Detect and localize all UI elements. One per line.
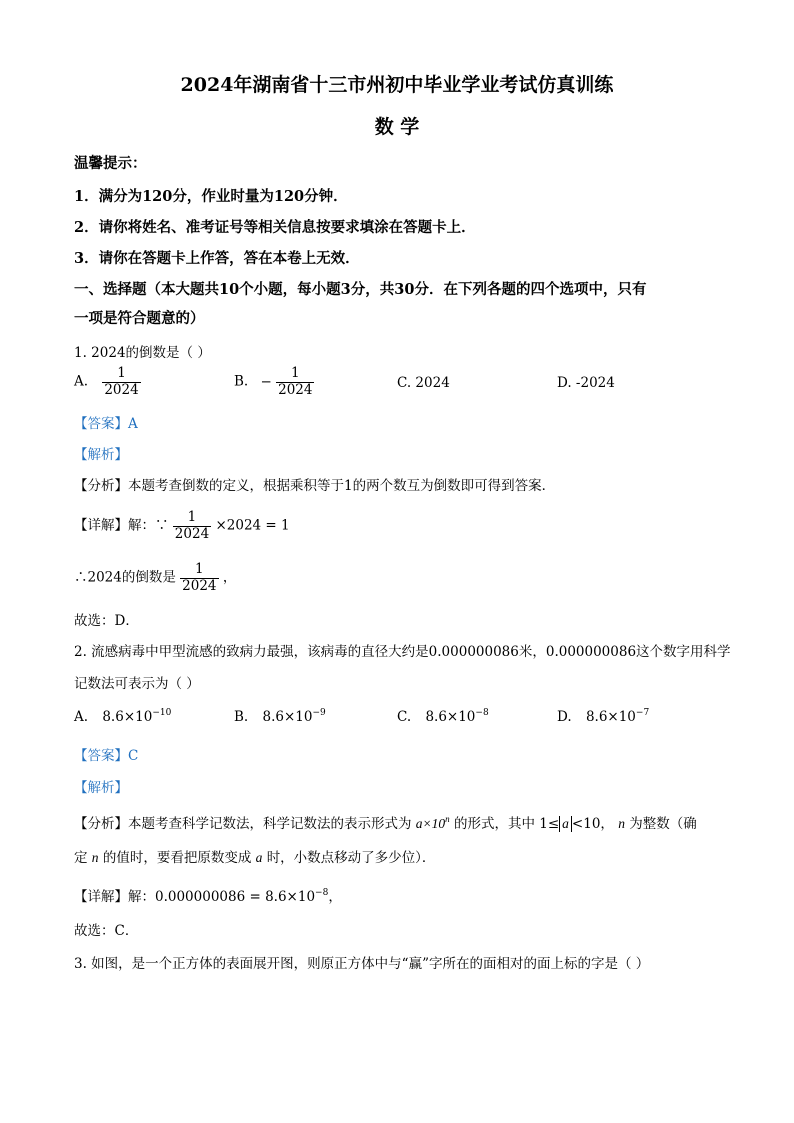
inequality-right: <10， — [571, 816, 614, 832]
variable-a: a — [255, 850, 263, 865]
q1-therefore — [74, 562, 236, 594]
q1-option-a — [74, 366, 141, 398]
denominator: 2024 — [174, 525, 210, 542]
variable-n: n — [91, 850, 99, 865]
fraction — [180, 562, 218, 594]
option-base: 8.6×10 — [262, 709, 313, 725]
detail-suffix: ×2024 = 1 — [215, 517, 290, 534]
subject-title: 数 学 — [374, 116, 420, 138]
tips-heading: 温馨提示： — [74, 155, 147, 172]
numerator: 1 — [117, 365, 126, 381]
q1-analysis: 【分析】本题考查倒数的定义，根据乘积等于1的两个数互为倒数即可得到答案． — [74, 478, 556, 494]
option-label: A. — [74, 373, 89, 390]
analysis-text: 【分析】本题考查科学记数法，科学记数法的表示形式为 — [74, 816, 412, 832]
therefore-suffix: ， — [222, 569, 237, 586]
q1-answer: 【答案】A — [74, 416, 138, 432]
option-label: C. — [397, 709, 412, 725]
analysis-text: 时，小数点移动了多少位）． — [266, 850, 436, 866]
fraction — [276, 366, 314, 398]
q2-option-d — [557, 708, 649, 725]
q1-option-b — [234, 366, 314, 398]
detail-exponent: −8 — [315, 888, 329, 898]
option-exponent: −8 — [475, 708, 489, 718]
option-label: A. — [74, 709, 89, 725]
minus-sign: − — [260, 373, 272, 390]
q2-option-c — [397, 708, 489, 725]
detail-suffix: ， — [328, 889, 342, 905]
inequality-left: 1≤ — [539, 816, 560, 832]
analysis-text: 的值时，要看把原数变成 — [102, 850, 252, 866]
q1-detail — [74, 510, 290, 542]
q2-detail — [74, 885, 342, 905]
q2-answer: 【答案】C — [74, 748, 139, 764]
fraction — [102, 366, 140, 398]
exam-title: 2024年湖南省十三市州初中毕业学业考试仿真训练 — [180, 74, 614, 96]
therefore-prefix: ∴2024的倒数是 — [74, 569, 176, 586]
denominator: 2024 — [104, 381, 139, 398]
numerator: 1 — [195, 561, 204, 577]
absolute-value: a — [559, 816, 572, 832]
q2-analysis-line2 — [74, 846, 435, 866]
detail-prefix: 【详解】解：∵ — [74, 517, 169, 534]
option-base: 8.6×10 — [425, 709, 476, 725]
tip-item: 2．请你将姓名、准考证号等相关信息按要求填涂在答题卡上． — [74, 219, 476, 236]
option-label: D. — [557, 709, 572, 725]
q1-analysis-tag: 【解析】 — [74, 447, 128, 463]
q3-stem: 3. 如图，是一个正方体的表面展开图，则原正方体中与“赢”字所在的面相对的面上标的字是（ ） — [74, 956, 650, 972]
q2-analysis-line1 — [74, 812, 697, 832]
section-heading-line1: 一、选择题（本大题共10个小题，每小题3分，共30分．在下列各题的四个选项中，只有 — [74, 281, 647, 298]
detail-prefix: 【详解】解：0.000000086 = 8.6×10 — [74, 889, 316, 905]
option-exponent: −10 — [152, 708, 172, 718]
fraction — [173, 510, 211, 542]
q1-option-c: C. 2024 — [397, 375, 450, 391]
option-label: B. — [234, 709, 249, 725]
numerator: 1 — [187, 509, 197, 525]
analysis-text: 为整数（确 — [629, 816, 697, 832]
q2-stem-line1: 2. 流感病毒中甲型流感的致病力最强，该病毒的直径大约是0.000000086米，0.000000086这个数字用科学 — [74, 644, 731, 660]
q2-analysis-tag: 【解析】 — [74, 780, 128, 796]
section-heading-line2: 一项是符合题意的） — [74, 310, 205, 327]
sci-notation-expr: a×10 — [415, 816, 446, 831]
q2-stem-line2: 记数法可表示为（ ） — [74, 676, 200, 692]
denominator: 2024 — [278, 381, 313, 398]
q1-choose: 故选：D． — [74, 613, 139, 629]
q1-option-d: D. -2024 — [557, 375, 615, 391]
q1-stem: 1. 2024的倒数是（ ） — [74, 345, 211, 361]
option-exponent: −7 — [635, 708, 650, 718]
option-base: 8.6×10 — [102, 709, 153, 725]
variable-n: n — [618, 816, 625, 831]
option-label: B. — [234, 373, 249, 390]
q2-option-a — [74, 708, 171, 725]
q2-option-b — [234, 708, 326, 725]
tip-item: 1．满分为120分，作业时量为120分钟． — [74, 188, 348, 205]
analysis-text: 定 — [74, 850, 88, 866]
tip-item: 3．请你在答题卡上作答，答在本卷上无效． — [74, 250, 360, 267]
option-exponent: −9 — [312, 708, 326, 718]
numerator: 1 — [291, 365, 300, 381]
option-base: 8.6×10 — [585, 709, 636, 725]
sci-notation-exponent: n — [445, 814, 450, 824]
analysis-text: 的形式，其中 — [453, 816, 535, 832]
denominator: 2024 — [182, 577, 217, 594]
q2-choose: 故选：C． — [74, 923, 139, 939]
